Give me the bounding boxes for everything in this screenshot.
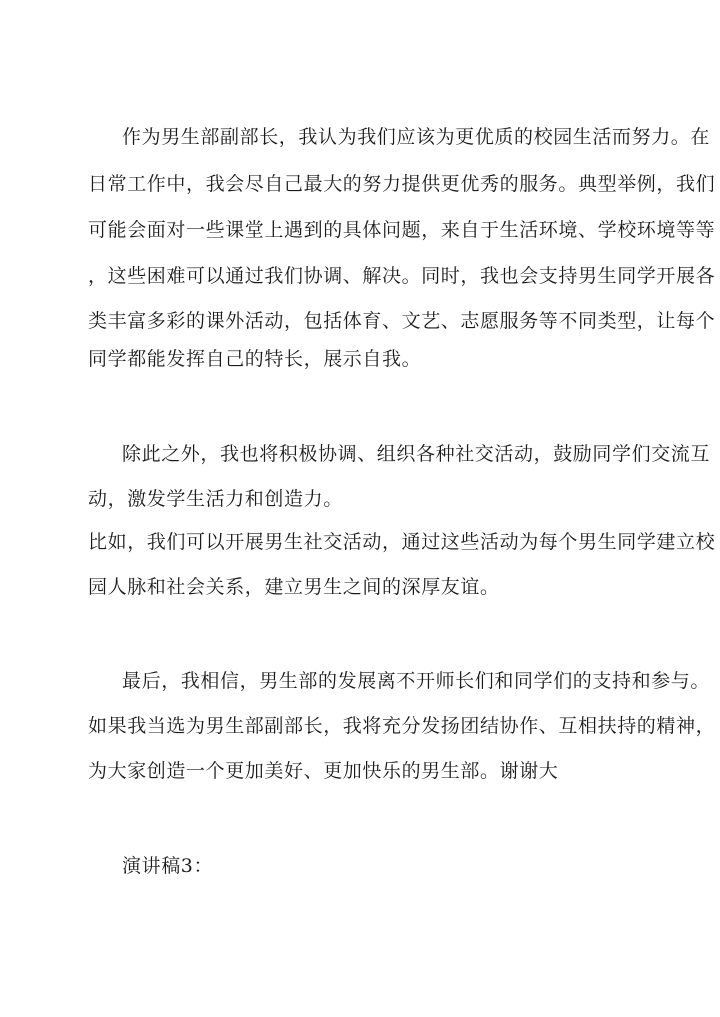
section-heading: 演讲稿3：: [122, 855, 214, 877]
paragraph2-line-1: 除此之外，我也将积极协调、组织各种社交活动，鼓励同学们交流互: [122, 443, 711, 465]
paragraph3-line-2: 如果我当选为男生部副部长，我将充分发扬团结协作、互相扶持的精神，: [88, 715, 716, 737]
paragraph1-line-1: 作为男生部副部长，我认为我们应该为更优质的校园生活而努力。在: [122, 126, 711, 148]
paragraph1-line-2: 日常工作中，我会尽自己最大的努力提供更优秀的服务。典型举例，我们: [88, 173, 716, 195]
paragraph2-line-3: 比如，我们可以开展男生社交活动，通过这些活动为每个男生同学建立校: [88, 531, 716, 553]
paragraph2-line-4: 园人脉和社会关系，建立男生之间的深厚友谊。: [88, 576, 500, 598]
paragraph2-line-2: 动，激发学生活力和创造力。: [88, 488, 343, 510]
paragraph3-line-3: 为大家创造一个更加美好、更加快乐的男生部。谢谢大: [88, 760, 559, 782]
paragraph1-line-6: 同学都能发挥自己的特长，展示自我。: [88, 348, 422, 370]
paragraph1-line-5: 类丰富多彩的课外活动，包括体育、文艺、志愿服务等不同类型，让每个: [88, 310, 716, 332]
paragraph1-line-3: 可能会面对一些课堂上遇到的具体问题，来自于生活环境、学校环境等等: [88, 219, 716, 241]
paragraph3-line-1: 最后，我相信，男生部的发展离不开师长们和同学们的支持和参与。: [122, 670, 711, 692]
paragraph1-line-4: ，这些困难可以通过我们协调、解决。同时，我也会支持男生同学开展各: [88, 265, 716, 287]
